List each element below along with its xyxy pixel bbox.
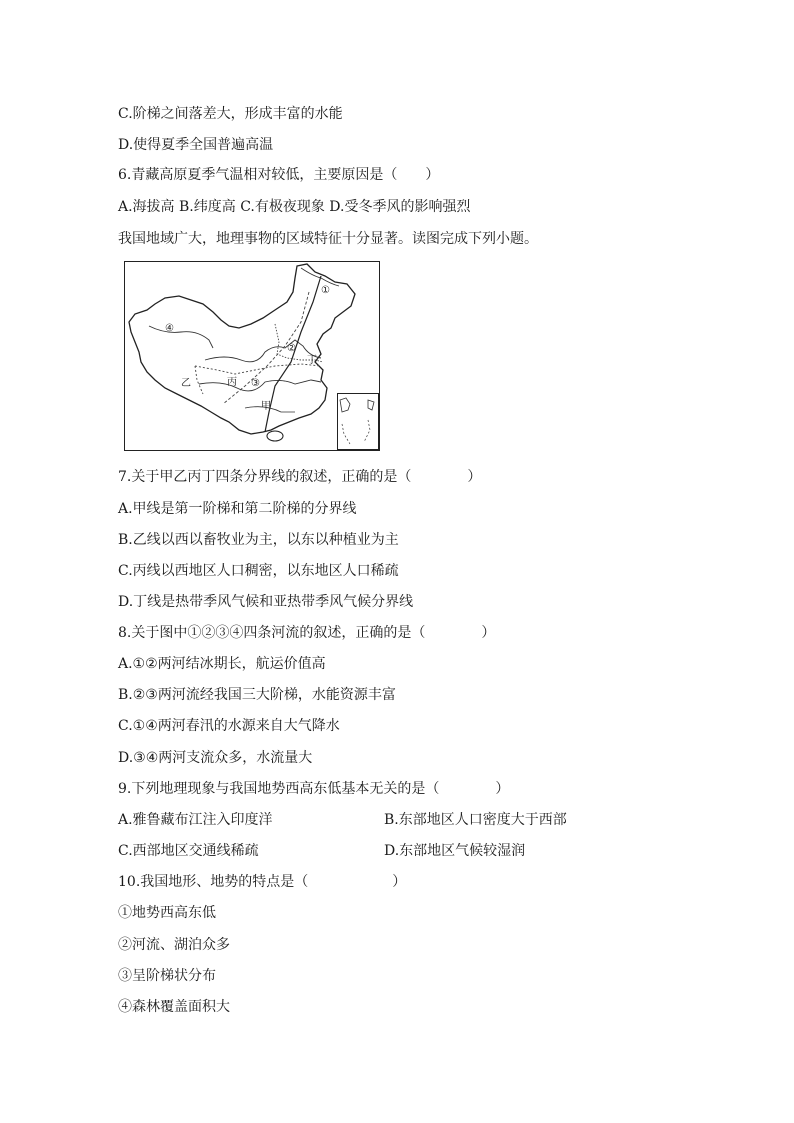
q5-option-c: C.阶梯之间落差大，形成丰富的水能 <box>118 106 343 122</box>
q10-stem: 10.我国地形、地势的特点是（ ） <box>118 874 407 890</box>
south-china-sea-inset <box>337 393 379 450</box>
q7-option-a: A.甲线是第一阶梯和第二阶梯的分界线 <box>118 501 357 517</box>
q8-option-a: A.①②两河结冰期长，航运价值高 <box>118 656 326 672</box>
q9-option-c: C.西部地区交通线稀疏 <box>118 843 259 859</box>
q8-stem: 8.关于图中①②③④四条河流的叙述，正确的是（ ） <box>118 625 496 641</box>
label-river-1: ① <box>321 285 330 296</box>
river-1-heilongjiang <box>301 268 339 286</box>
q5-option-d: D.使得夏季全国普遍高温 <box>118 137 274 153</box>
q9-option-a: A.雅鲁藏布江注入印度洋 <box>118 812 273 828</box>
china-map-figure <box>124 261 380 451</box>
q8-option-b: B.②③两河流经我国三大阶梯，水能资源丰富 <box>118 687 396 703</box>
label-jia: 甲 <box>261 401 271 412</box>
label-ding: 丁 <box>307 355 317 366</box>
q9-stem: 9.下列地理现象与我国地势西高东低基本无关的是（ ） <box>118 781 510 797</box>
label-river-2: ② <box>287 343 296 354</box>
q10-item-1: ①地势西高东低 <box>118 905 216 921</box>
hainan-island <box>267 431 283 441</box>
q8-option-d: D.③④两河支流众多，水流量大 <box>118 750 313 766</box>
q6-stem: 6.青藏高原夏季气温相对较低，主要原因是（ ） <box>118 167 440 183</box>
q10-item-2: ②河流、湖泊众多 <box>118 937 230 953</box>
q9-option-b: B.东部地区人口密度大于西部 <box>384 812 567 828</box>
line-yi <box>195 364 321 374</box>
q7-option-d: D.丁线是热带季风气候和亚热带季风气候分界线 <box>118 594 414 610</box>
label-bing: 丙 <box>227 377 237 388</box>
q9-option-d: D.东部地区气候较湿润 <box>384 843 526 859</box>
inset-drawing <box>338 394 378 449</box>
label-yi: 乙 <box>181 378 191 389</box>
q10-item-4: ④森林覆盖面积大 <box>118 999 230 1015</box>
section-intro: 我国地域广大，地理事物的区域特征十分显著。读图完成下列小题。 <box>118 231 538 247</box>
label-river-4: ④ <box>165 323 174 334</box>
q7-stem: 7.关于甲乙丙丁四条分界线的叙述，正确的是（ ） <box>118 469 482 485</box>
line-step-boundary <box>195 366 203 394</box>
q7-option-b: B.乙线以西以畜牧业为主，以东以种植业为主 <box>118 532 399 548</box>
q8-option-c: C.①④两河春汛的水源来自大气降水 <box>118 718 340 734</box>
river-4-tarim <box>149 323 213 348</box>
river-3-changjiang <box>199 377 321 391</box>
river-huanghe <box>205 340 321 362</box>
q10-item-3: ③呈阶梯状分布 <box>118 968 216 984</box>
q7-option-c: C.丙线以西地区人口稠密，以东地区人口稀疏 <box>118 563 399 579</box>
q6-options: A.海拔高 B.纬度高 C.有极夜现象 D.受冬季风的影响强烈 <box>118 199 471 215</box>
label-river-3: ③ <box>251 378 260 389</box>
